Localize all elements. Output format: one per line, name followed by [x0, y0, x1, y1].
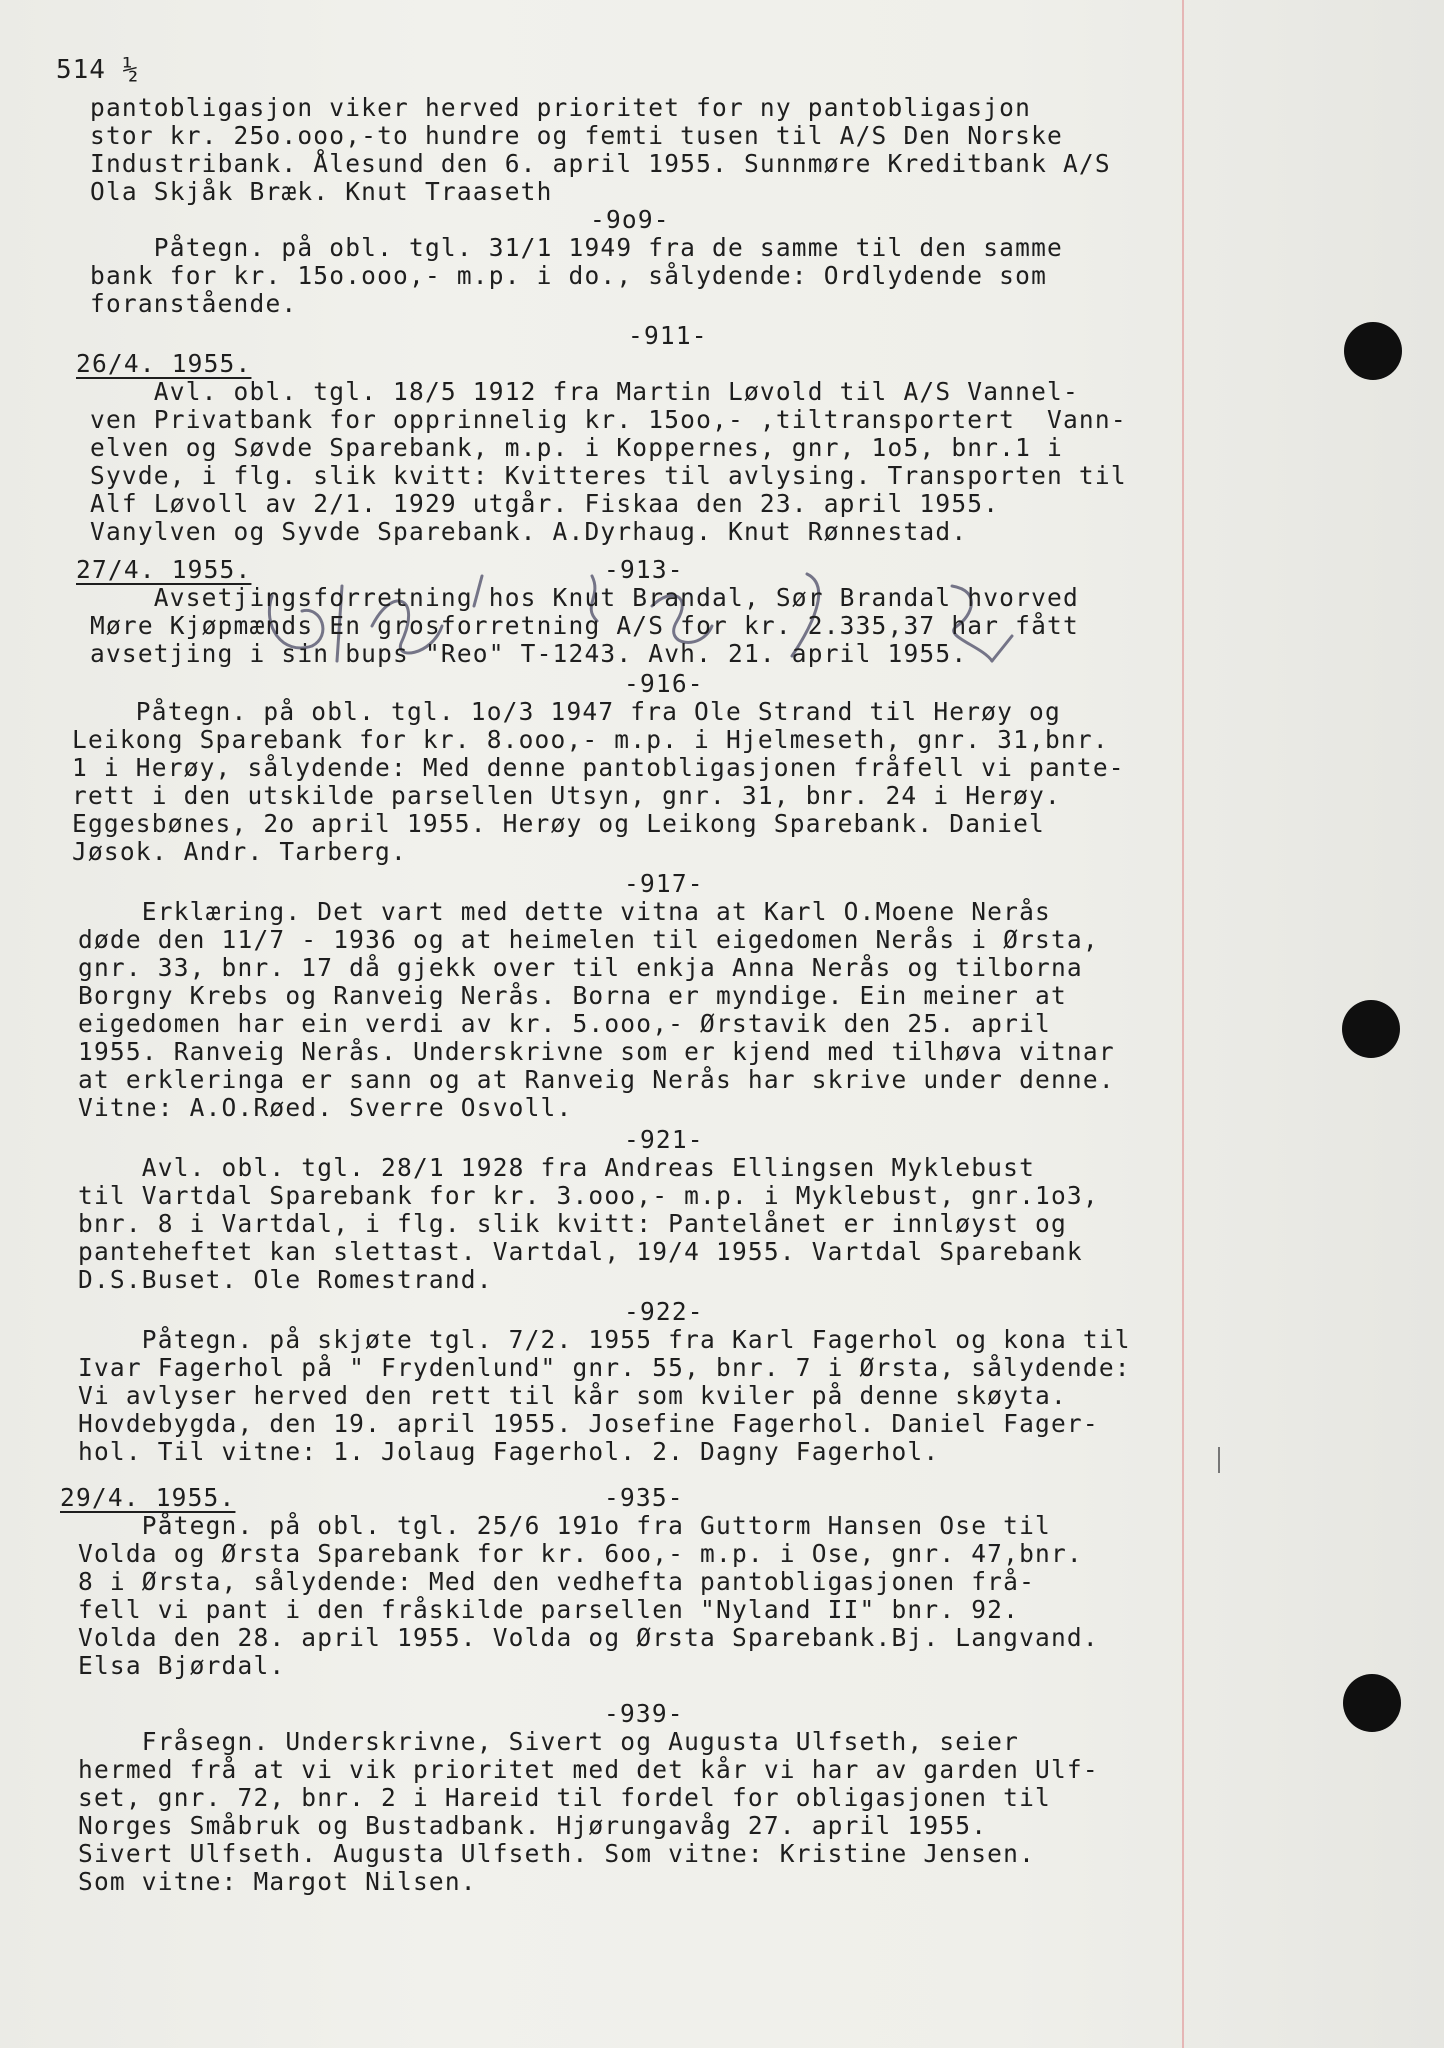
text-line: stor kr. 25o.ooo,-to hundre og femti tusen til A/S Den Norske	[90, 121, 1063, 150]
text-line: Påtegn. på obl. tgl. 25/6 191o fra Guttorm Hansen Ose til	[78, 1511, 1051, 1540]
text-line: Avl. obl. tgl. 28/1 1928 fra Andreas Ellingsen Myklebust	[78, 1153, 1036, 1182]
text-line: Ivar Fagerhol på " Frydenlund" gnr. 55, bnr. 7 i Ørsta, sålydende:	[78, 1353, 1131, 1382]
text-line: 8 i Ørsta, sålydende: Med den vedhefta pantobligasjonen frå-	[78, 1567, 1036, 1596]
entry-date: 27/4. 1955.	[76, 555, 252, 584]
text-line: pantobligasjon viker herved prioritet for ny pantobligasjon	[90, 93, 1032, 122]
entry-date: 29/4. 1955.	[60, 1483, 236, 1512]
text-line: Volda den 28. april 1955. Volda og Ørsta Sparebank.Bj. Langvand.	[78, 1623, 1099, 1652]
entry-number: -916-	[624, 669, 704, 698]
text-line: ven Privatbank for opprinnelig kr. 15oo,- ,tiltransportert Vann-	[90, 405, 1127, 434]
text-line: foranstående.	[90, 289, 298, 318]
entry-number: -913-	[604, 555, 684, 584]
text-line: Norges Småbruk og Bustadbank. Hjørungavåg 27. april 1955.	[78, 1811, 988, 1840]
text-line: hermed frå at vi vik prioritet med det kår vi har av garden Ulf-	[78, 1755, 1099, 1784]
text-line: set, gnr. 72, bnr. 2 i Hareid til fordel for obligasjonen til	[78, 1783, 1051, 1812]
text-line: Syvde, i flg. slik kvitt: Kvitteres til avlysing. Transporten til	[90, 461, 1127, 490]
text-line: 1955. Ranveig Nerås. Underskrivne som er kjend med tilhøva vitnar	[78, 1037, 1115, 1066]
text-line: Som vitne: Margot Nilsen.	[78, 1867, 477, 1896]
text-line: Alf Løvoll av 2/1. 1929 utgår. Fiskaa den 23. april 1955.	[90, 489, 1000, 518]
entry-number: -935-	[604, 1483, 684, 1512]
text-line: bank for kr. 15o.ooo,- m.p. i do., sålydende: Ordlydende som	[90, 261, 1048, 290]
text-line: Avl. obl. tgl. 18/5 1912 fra Martin Løvold til A/S Vannel-	[90, 377, 1079, 406]
text-line: bnr. 8 i Vartdal, i flg. slik kvitt: Pantelånet er innløyst og	[78, 1209, 1067, 1238]
text-line: Ola Skjåk Bræk. Knut Traaseth	[90, 177, 553, 206]
punch-hole-middle	[1342, 1000, 1400, 1058]
punch-hole-bottom	[1343, 1674, 1401, 1732]
entry-number: -9o9-	[590, 205, 670, 234]
text-line: Industribank. Ålesund den 6. april 1955. Sunnmøre Kreditbank A/S	[90, 149, 1111, 178]
entry-number: -917-	[624, 869, 704, 898]
text-line: Borgny Krebs og Ranveig Nerås. Borna er myndige. Ein meiner at	[78, 981, 1067, 1010]
margin-tick	[1218, 1447, 1220, 1473]
entry-date: 26/4. 1955.	[76, 349, 252, 378]
text-line: Vitne: A.O.Røed. Sverre Osvoll.	[78, 1093, 573, 1122]
text-line: Påtegn. på skjøte tgl. 7/2. 1955 fra Karl Fagerhol og kona til	[78, 1325, 1131, 1354]
text-line: panteheftet kan slettast. Vartdal, 19/4 1955. Vartdal Sparebank	[78, 1237, 1083, 1266]
text-line: elven og Søvde Sparebank, m.p. i Koppernes, gnr, 1o5, bnr.1 i	[90, 433, 1063, 462]
text-line: Hovdebygda, den 19. april 1955. Josefine Fagerhol. Daniel Fager-	[78, 1409, 1099, 1438]
text-line: fell vi pant i den fråskilde parsellen "Nyland II" bnr. 92.	[78, 1595, 1020, 1624]
text-line: Sivert Ulfseth. Augusta Ulfseth. Som vitne: Kristine Jensen.	[78, 1839, 1036, 1868]
text-line: Vanylven og Syvde Sparebank. A.Dyrhaug. Knut Rønnestad.	[90, 517, 968, 546]
text-line: hol. Til vitne: 1. Jolaug Fagerhol. 2. Dagny Fagerhol.	[78, 1437, 940, 1466]
punch-hole-top	[1344, 322, 1402, 380]
text-line: Vi avlyser herved den rett til kår som kviler på denne skøyta.	[78, 1381, 1067, 1410]
entry-number: -922-	[624, 1297, 704, 1326]
text-line: Leikong Sparebank for kr. 8.ooo,- m.p. i Hjelmeseth, gnr. 31,bnr.	[72, 725, 1109, 754]
text-line: Påtegn. på obl. tgl. 31/1 1949 fra de samme til den samme	[90, 233, 1063, 262]
text-line: Eggesbønes, 2o april 1955. Herøy og Leikong Sparebank. Daniel	[72, 809, 1045, 838]
text-line: Fråsegn. Underskrivne, Sivert og Augusta Ulfseth, seier	[78, 1727, 1020, 1756]
text-line: Møre Kjøpmænds En grosforretning A/S for kr. 2.335,37 har fått	[90, 611, 1079, 640]
text-line: gnr. 33, bnr. 17 då gjekk over til enkja Anna Nerås og tilborna	[78, 953, 1083, 982]
margin-rule	[1182, 0, 1184, 2048]
text-line: Elsa Bjørdal.	[78, 1651, 286, 1680]
text-line: at erkleringa er sann og at Ranveig Nerås har skrive under denne.	[78, 1065, 1115, 1094]
text-line: Erklæring. Det vart med dette vitna at Karl O.Moene Nerås	[78, 897, 1051, 926]
text-line: rett i den utskilde parsellen Utsyn, gnr. 31, bnr. 24 i Herøy.	[72, 781, 1061, 810]
text-line: avsetjing i sin bups "Reo" T-1243. Avh. 21. april 1955.	[90, 639, 968, 668]
text-line: Jøsok. Andr. Tarberg.	[72, 837, 407, 866]
text-line: eigedomen har ein verdi av kr. 5.ooo,- Ørstavik den 25. april	[78, 1009, 1051, 1038]
entry-number: -939-	[604, 1699, 684, 1728]
entry-number: -911-	[628, 321, 708, 350]
text-line: D.S.Buset. Ole Romestrand.	[78, 1265, 493, 1294]
text-line: Avsetjingsforretning hos Knut Brandal, Sør Brandal hvorved	[90, 583, 1079, 612]
text-line: til Vartdal Sparebank for kr. 3.ooo,- m.p. i Myklebust, gnr.1o3,	[78, 1181, 1099, 1210]
entry-number: -921-	[624, 1125, 704, 1154]
text-line: Påtegn. på obl. tgl. 1o/3 1947 fra Ole Strand til Herøy og	[72, 697, 1061, 726]
page-number: 514 ½	[56, 55, 140, 85]
text-line: døde den 11/7 - 1936 og at heimelen til eigedomen Nerås i Ørsta,	[78, 925, 1099, 954]
text-line: 1 i Herøy, sålydende: Med denne pantobligasjonen fråfell vi pante-	[72, 753, 1125, 782]
text-line: Volda og Ørsta Sparebank for kr. 6oo,- m.p. i Ose, gnr. 47,bnr.	[78, 1539, 1083, 1568]
